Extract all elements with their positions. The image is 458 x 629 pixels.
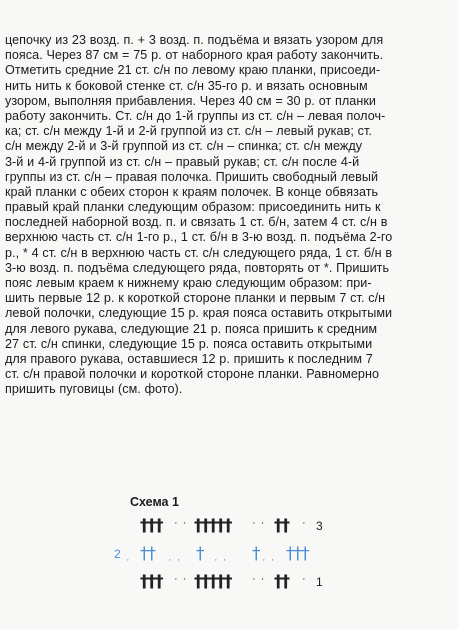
- text-line: с/н между 2-й и 3-й группой из ст. с/н – спинка; ст. с/н между: [5, 139, 363, 154]
- chain-dots-icon: · ·: [174, 573, 188, 585]
- stitch-group-icon: †††: [286, 544, 309, 564]
- text-line: Отметить средние 21 ст. с/н по левому краю планки, присоеди-: [5, 63, 381, 78]
- stitch-group-icon: †††: [140, 572, 163, 592]
- text-line: 3-й и 4-й группой из ст. с/н – правый рукав; ст. с/н после 4-й: [5, 154, 360, 169]
- row-number-2: 2: [114, 547, 121, 561]
- chain-dots-icon: ·: [302, 573, 307, 585]
- chain-dots-icon: · ·: [214, 554, 228, 566]
- chain-dots-icon: · ·: [252, 573, 266, 585]
- text-line: пояса. Через 87 см = 75 р. от наборного края работу закончить.: [5, 48, 384, 63]
- chain-dots-icon: ·: [126, 554, 131, 566]
- chain-dots-icon: · ·: [174, 517, 188, 529]
- stitch-group-icon: ††: [140, 544, 155, 564]
- stitch-single-icon: †: [252, 544, 260, 564]
- text-line: край планки с обеих сторон к краям полочек. В конце обвязать: [5, 184, 379, 199]
- text-line: работу закончить. Ст. с/н до 1-й группы из ст. с/н – левая полоч-: [5, 108, 386, 123]
- instructions-text: [5, 33, 453, 398]
- text-line: правый край планки следующим образом: присоединить нить к: [5, 200, 381, 215]
- stitch-group-icon: ††: [274, 516, 289, 536]
- chain-dots-icon: · ·: [252, 517, 266, 529]
- text-line: для правого рукава, оставшиеся 12 р. пришить к последним 7: [5, 351, 373, 366]
- text-line: ка; ст. с/н между 1-й и 2-й группой из ст. с/н – левый рукав; ст.: [5, 124, 372, 139]
- text-line: ст. с/н правой полочки и короткой стороне планки. Равномерно: [5, 367, 379, 382]
- scheme-row-3: [110, 515, 350, 537]
- text-line: левой полочки, следующие 15 р. края пояса оставить открытыми: [5, 306, 393, 321]
- scheme-row-1: [110, 571, 350, 593]
- text-line: р., * 4 ст. с/н в верхнюю часть ст. с/н следующего ряда, 1 ст. б/н в: [5, 245, 393, 260]
- text-line: верхнюю часть ст. с/н 1-го р., 1 ст. б/н в 3-ю возд. п. подъёма 2-го: [5, 230, 393, 245]
- stitch-group-icon: †††††: [194, 572, 232, 592]
- row-number-3: 3: [316, 519, 323, 533]
- chain-dots-icon: · ·: [262, 554, 276, 566]
- scheme-row-2: [110, 543, 350, 565]
- text-line: узором, выполняя прибавления. Через 40 см = 30 р. от планки: [5, 93, 377, 108]
- text-line: последней наборной возд. п. и связать 1 ст. б/н, затем 4 ст. с/н в: [5, 215, 388, 230]
- text-line: нить нить к боковой стенке ст. с/н 35-го р. и вязать основным: [5, 78, 368, 93]
- text-line: 3-ю возд. п. подъёма следующего ряда, повторять от *. Пришить: [5, 260, 390, 275]
- text-line: 27 ст. с/н спинки, следующие 15 р. пояса оставить открытыми: [5, 336, 373, 351]
- text-line: шить первые 12 р. к короткой стороне планки и первым 7 ст. с/н: [5, 291, 386, 306]
- text-line: пришить пуговицы (см. фото).: [5, 382, 183, 397]
- stitch-group-icon: ††: [274, 572, 289, 592]
- scheme-title: Схема 1: [130, 495, 179, 509]
- text-line: для левого рукава, следующие 21 р. пояса пришить к средним: [5, 321, 378, 336]
- text-line: группы из ст. с/н – правая полочка. Пришить свободный левый: [5, 169, 379, 184]
- row-number-1: 1: [316, 575, 323, 589]
- stitch-group-icon: †††: [140, 516, 163, 536]
- text-line: пояс левым краем к нижнему краю следующим образом: при-: [5, 276, 372, 290]
- text-line: цепочку из 23 возд. п. + 3 возд. п. подъёма и вязать узором для: [5, 33, 384, 47]
- chain-dots-icon: ·: [302, 517, 307, 529]
- stitch-group-icon: †††††: [194, 516, 232, 536]
- crochet-scheme: [110, 495, 350, 615]
- chain-dots-icon: · ·: [168, 554, 182, 566]
- stitch-single-icon: †: [196, 544, 204, 564]
